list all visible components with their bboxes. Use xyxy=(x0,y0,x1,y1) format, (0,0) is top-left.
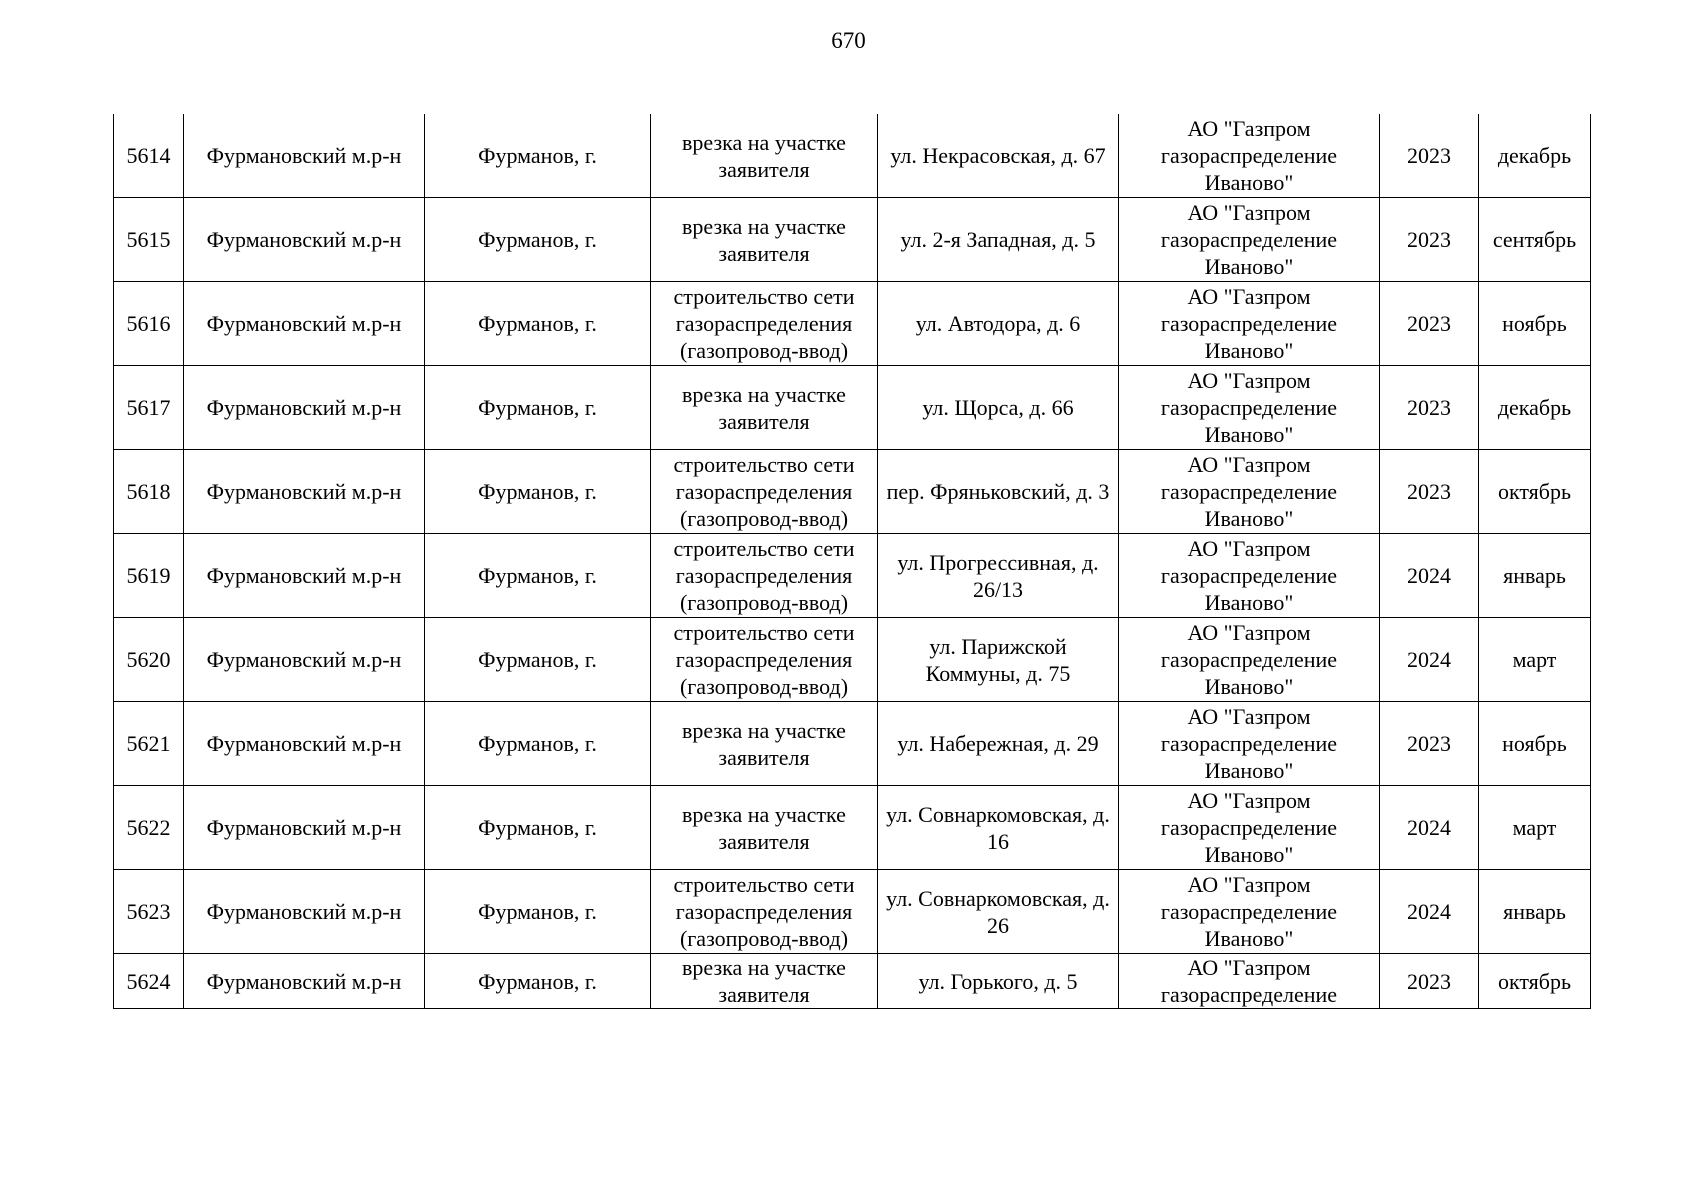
cell-work-type: врезка на участке заявителя xyxy=(651,366,878,450)
table-row xyxy=(114,702,1591,786)
cell-month: ноябрь xyxy=(1479,702,1591,786)
cell-number: 5622 xyxy=(114,786,184,870)
cell-year: 2024 xyxy=(1380,618,1479,702)
cell-number: 5617 xyxy=(114,366,184,450)
cell-number: 5616 xyxy=(114,282,184,366)
cell-work-type: врезка на участке заявителя xyxy=(651,198,878,282)
cell-work-type: строительство сети газораспределения (газопровод-ввод) xyxy=(651,618,878,702)
cell-address: ул. Парижской Коммуны, д. 75 xyxy=(878,618,1119,702)
cell-locality: Фурманов, г. xyxy=(425,114,651,198)
gasification-register-table xyxy=(113,114,1591,1009)
cell-year: 2024 xyxy=(1380,534,1479,618)
cell-work-type: строительство сети газораспределения (газопровод-ввод) xyxy=(651,870,878,954)
cell-month: март xyxy=(1479,786,1591,870)
cell-region: Фурмановский м.р-н xyxy=(184,282,425,366)
cell-region: Фурмановский м.р-н xyxy=(184,618,425,702)
cell-organization: АО "Газпром газораспределение xyxy=(1119,954,1380,1009)
cell-work-type: врезка на участке заявителя xyxy=(651,786,878,870)
cell-month: октябрь xyxy=(1479,450,1591,534)
cell-work-type: врезка на участке заявителя xyxy=(651,702,878,786)
table-row xyxy=(114,534,1591,618)
cell-region: Фурмановский м.р-н xyxy=(184,114,425,198)
cell-locality: Фурманов, г. xyxy=(425,450,651,534)
cell-locality: Фурманов, г. xyxy=(425,534,651,618)
table-row xyxy=(114,786,1591,870)
cell-number: 5615 xyxy=(114,198,184,282)
cell-address: ул. Совнаркомовская, д. 16 xyxy=(878,786,1119,870)
table-row xyxy=(114,198,1591,282)
cell-work-type: врезка на участке заявителя xyxy=(651,114,878,198)
cell-region: Фурмановский м.р-н xyxy=(184,954,425,1009)
cell-address: ул. Автодора, д. 6 xyxy=(878,282,1119,366)
cell-locality: Фурманов, г. xyxy=(425,702,651,786)
cell-year: 2024 xyxy=(1380,870,1479,954)
cell-number: 5623 xyxy=(114,870,184,954)
cell-address: ул. Набережная, д. 29 xyxy=(878,702,1119,786)
cell-organization: АО "Газпром газораспределение Иваново" xyxy=(1119,282,1380,366)
cell-address: ул. Некрасовская, д. 67 xyxy=(878,114,1119,198)
cell-address: ул. Прогрессивная, д. 26/13 xyxy=(878,534,1119,618)
cell-address: ул. 2-я Западная, д. 5 xyxy=(878,198,1119,282)
cell-region: Фурмановский м.р-н xyxy=(184,534,425,618)
cell-region: Фурмановский м.р-н xyxy=(184,702,425,786)
table-row xyxy=(114,450,1591,534)
table-row xyxy=(114,114,1591,198)
cell-region: Фурмановский м.р-н xyxy=(184,450,425,534)
table-row xyxy=(114,954,1591,1009)
cell-year: 2023 xyxy=(1380,702,1479,786)
cell-region: Фурмановский м.р-н xyxy=(184,870,425,954)
cell-locality: Фурманов, г. xyxy=(425,954,651,1009)
cell-locality: Фурманов, г. xyxy=(425,198,651,282)
cell-work-type: врезка на участке заявителя xyxy=(651,954,878,1009)
cell-locality: Фурманов, г. xyxy=(425,618,651,702)
cell-number: 5619 xyxy=(114,534,184,618)
cell-locality: Фурманов, г. xyxy=(425,870,651,954)
cell-organization: АО "Газпром газораспределение Иваново" xyxy=(1119,534,1380,618)
cell-month: октябрь xyxy=(1479,954,1591,1009)
cell-number: 5620 xyxy=(114,618,184,702)
cell-address: ул. Совнаркомовская, д. 26 xyxy=(878,870,1119,954)
cell-organization: АО "Газпром газораспределение Иваново" xyxy=(1119,198,1380,282)
cell-locality: Фурманов, г. xyxy=(425,786,651,870)
table-row xyxy=(114,282,1591,366)
cell-number: 5621 xyxy=(114,702,184,786)
cell-address: ул. Щорса, д. 66 xyxy=(878,366,1119,450)
cell-year: 2024 xyxy=(1380,786,1479,870)
cell-region: Фурмановский м.р-н xyxy=(184,198,425,282)
cell-organization: АО "Газпром газораспределение Иваново" xyxy=(1119,786,1380,870)
cell-work-type: строительство сети газораспределения (газопровод-ввод) xyxy=(651,282,878,366)
cell-number: 5614 xyxy=(114,114,184,198)
cell-year: 2023 xyxy=(1380,366,1479,450)
cell-number: 5618 xyxy=(114,450,184,534)
cell-month: декабрь xyxy=(1479,114,1591,198)
cell-work-type: строительство сети газораспределения (газопровод-ввод) xyxy=(651,450,878,534)
cell-organization: АО "Газпром газораспределение Иваново" xyxy=(1119,366,1380,450)
cell-month: декабрь xyxy=(1479,366,1591,450)
cell-year: 2023 xyxy=(1380,450,1479,534)
cell-year: 2023 xyxy=(1380,198,1479,282)
cell-month: январь xyxy=(1479,870,1591,954)
cell-organization: АО "Газпром газораспределение Иваново" xyxy=(1119,702,1380,786)
cell-region: Фурмановский м.р-н xyxy=(184,786,425,870)
cell-locality: Фурманов, г. xyxy=(425,366,651,450)
cell-year: 2023 xyxy=(1380,282,1479,366)
cell-organization: АО "Газпром газораспределение Иваново" xyxy=(1119,870,1380,954)
page-number: 670 xyxy=(831,28,866,53)
cell-number: 5624 xyxy=(114,954,184,1009)
table-row xyxy=(114,618,1591,702)
cell-region: Фурмановский м.р-н xyxy=(184,366,425,450)
cell-organization: АО "Газпром газораспределение Иваново" xyxy=(1119,618,1380,702)
table-row xyxy=(114,870,1591,954)
cell-month: январь xyxy=(1479,534,1591,618)
cell-year: 2023 xyxy=(1380,114,1479,198)
table-row xyxy=(114,366,1591,450)
cell-year: 2023 xyxy=(1380,954,1479,1009)
cell-address: ул. Горького, д. 5 xyxy=(878,954,1119,1009)
cell-month: сентябрь xyxy=(1479,198,1591,282)
cell-month: март xyxy=(1479,618,1591,702)
cell-month: ноябрь xyxy=(1479,282,1591,366)
cell-organization: АО "Газпром газораспределение Иваново" xyxy=(1119,114,1380,198)
cell-work-type: строительство сети газораспределения (газопровод-ввод) xyxy=(651,534,878,618)
cell-organization: АО "Газпром газораспределение Иваново" xyxy=(1119,450,1380,534)
cell-address: пер. Фряньковский, д. 3 xyxy=(878,450,1119,534)
cell-locality: Фурманов, г. xyxy=(425,282,651,366)
